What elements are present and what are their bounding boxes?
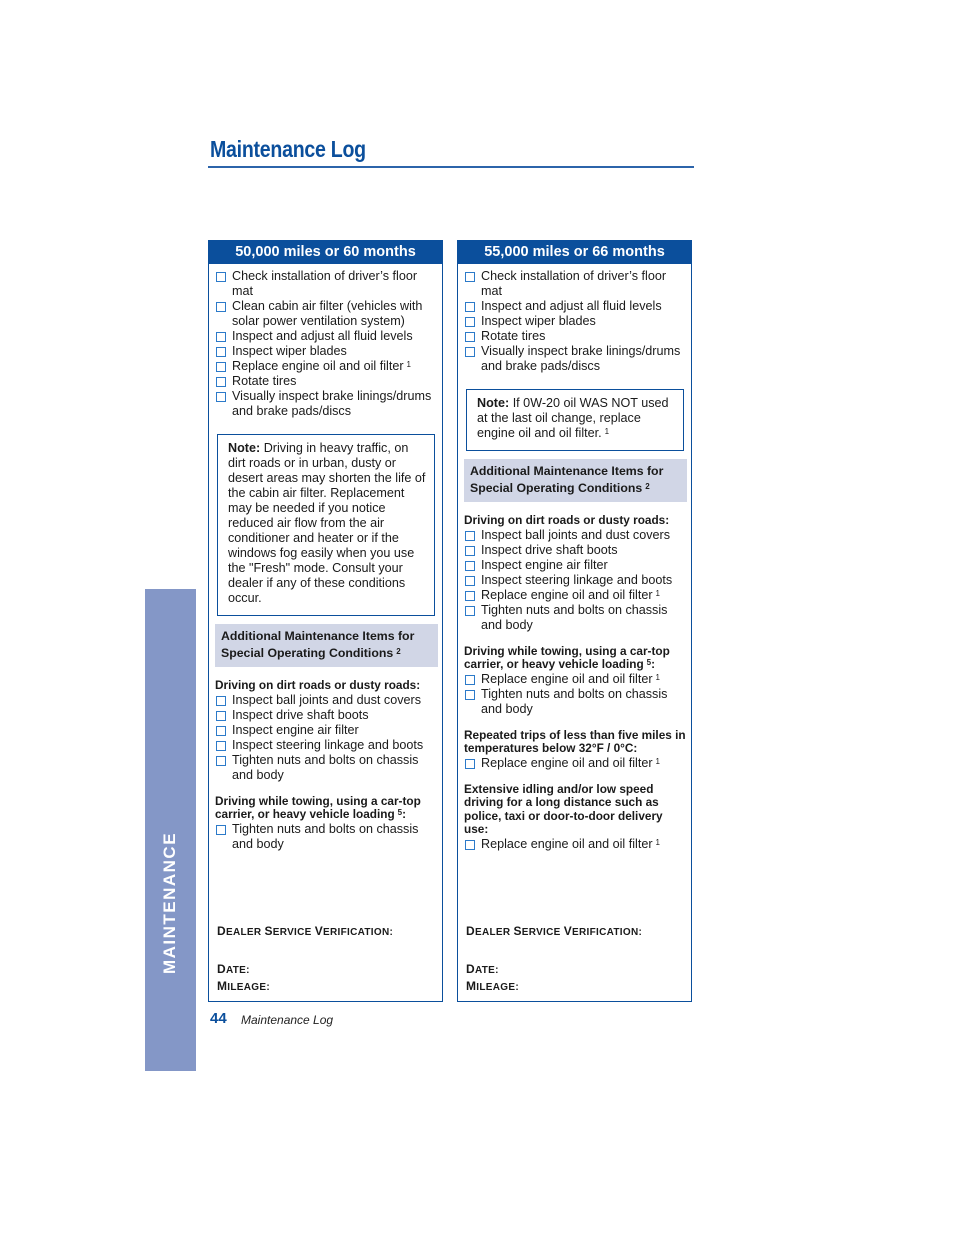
checklist-item-text: Inspect wiper blades bbox=[232, 344, 347, 358]
checklist-item-text: Tighten nuts and bolts on chassis and body bbox=[232, 752, 419, 782]
checklist-item bbox=[215, 822, 438, 852]
checkbox[interactable] bbox=[216, 332, 226, 342]
footnote-ref: 1 bbox=[655, 756, 660, 766]
checkbox[interactable] bbox=[465, 272, 475, 282]
note-text: Driving in heavy traffic, on dirt roads or in urban, dusty or desert areas may shorten the life of the cabin air filter. Replacement may be needed if you notice reduced air flow from the air conditioner and heater or if the windows fog easily when you use the "Fresh" mode. Consult your dealer if any of these conditions occur. bbox=[228, 441, 426, 605]
checklist-item-text: Inspect steering linkage and boots bbox=[481, 572, 673, 587]
checklist-item bbox=[464, 603, 687, 633]
checklist-item bbox=[464, 672, 687, 687]
note-label: Note: bbox=[477, 396, 510, 410]
special-conditions-heading bbox=[464, 459, 687, 502]
checklist-item bbox=[464, 528, 687, 543]
checklist-item bbox=[215, 359, 438, 374]
note-box bbox=[217, 434, 435, 616]
footnote-ref: 2 bbox=[396, 647, 401, 656]
checklist-item-text: Inspect and adjust all fluid levels bbox=[481, 299, 662, 313]
checkbox[interactable] bbox=[465, 759, 475, 769]
checklist-item bbox=[215, 753, 438, 783]
condition-heading-text: Driving on dirt roads or dusty roads: bbox=[215, 678, 421, 692]
checkbox[interactable] bbox=[465, 302, 475, 312]
checkbox[interactable] bbox=[216, 696, 226, 706]
checklist bbox=[464, 756, 687, 771]
checklist-item bbox=[215, 693, 438, 708]
checklist-item bbox=[464, 344, 687, 374]
footnote-ref: 5 bbox=[646, 658, 652, 667]
checklist-item-text: Replace engine oil and oil filter bbox=[481, 587, 653, 602]
checklist-item bbox=[464, 573, 687, 588]
date-label: DATE: bbox=[217, 962, 250, 976]
checkbox[interactable] bbox=[465, 317, 475, 327]
checkbox[interactable] bbox=[465, 675, 475, 685]
page-number: 44 bbox=[210, 1010, 227, 1027]
note-box bbox=[466, 389, 684, 451]
note-label: Note: bbox=[228, 441, 261, 455]
checklist bbox=[464, 672, 687, 717]
checklist-item bbox=[464, 588, 687, 603]
checklist-item-text: Replace engine oil and oil filter bbox=[481, 836, 653, 851]
footer-section-label: Maintenance Log bbox=[241, 1013, 334, 1027]
checkbox[interactable] bbox=[465, 840, 475, 850]
checklist-item-text: Check installation of driver’s floor mat bbox=[232, 269, 418, 298]
checklist-item-text: Replace engine oil and oil filter bbox=[232, 359, 404, 373]
checklist-item bbox=[215, 723, 438, 738]
heading-colon: : bbox=[651, 657, 656, 671]
checkbox[interactable] bbox=[216, 741, 226, 751]
checklist-item bbox=[215, 269, 438, 299]
dealer-verification-label: DEALER SERVICE VERIFICATION: bbox=[217, 924, 394, 938]
checkbox[interactable] bbox=[216, 392, 226, 402]
checklist-item bbox=[464, 269, 687, 299]
checkbox[interactable] bbox=[216, 825, 226, 835]
checkbox[interactable] bbox=[465, 546, 475, 556]
checklist-item bbox=[464, 837, 687, 852]
checklist-item bbox=[464, 299, 687, 314]
checklist-item bbox=[215, 299, 438, 329]
checkbox[interactable] bbox=[216, 711, 226, 721]
checklist-item-text: Inspect drive shaft boots bbox=[481, 542, 618, 557]
title-divider bbox=[208, 166, 694, 168]
checkbox[interactable] bbox=[216, 756, 226, 766]
checkbox[interactable] bbox=[465, 561, 475, 571]
checkbox[interactable] bbox=[465, 347, 475, 357]
condition-heading-text: Repeated trips of less than five miles in temperatures below 32°F / 0°C: bbox=[464, 727, 686, 755]
checklist-item-text: Tighten nuts and bolts on chassis and body bbox=[232, 821, 419, 851]
checklist bbox=[215, 822, 438, 852]
checklist-item-text: Visually inspect brake linings/drums and brake pads/discs bbox=[481, 344, 681, 373]
interval-header: 50,000 miles or 60 months bbox=[209, 241, 442, 264]
footnote-ref: 1 bbox=[604, 427, 610, 436]
checklist-item bbox=[464, 687, 687, 717]
checkbox[interactable] bbox=[465, 606, 475, 616]
condition-heading bbox=[215, 679, 438, 693]
condition-heading bbox=[464, 514, 687, 528]
condition-heading bbox=[464, 729, 687, 756]
checklist-item bbox=[215, 374, 438, 389]
checklist-item-text: Inspect ball joints and dust covers bbox=[232, 692, 422, 707]
checklist bbox=[215, 269, 438, 419]
checklist-item bbox=[215, 344, 438, 359]
checklist-item bbox=[464, 314, 687, 329]
checklist-item-text: Rotate tires bbox=[481, 329, 546, 343]
checklist-item bbox=[215, 329, 438, 344]
checkbox[interactable] bbox=[465, 690, 475, 700]
checklist-item bbox=[464, 329, 687, 344]
checklist bbox=[464, 837, 687, 852]
condition-heading-text: Driving while towing, using a car-top carrier, or heavy vehicle loading bbox=[464, 643, 670, 671]
note-text: If 0W-20 oil WAS NOT used at the last oil change, replace engine oil and oil filter. bbox=[477, 396, 669, 440]
checkbox[interactable] bbox=[216, 377, 226, 387]
checklist-item-text: Inspect drive shaft boots bbox=[232, 707, 369, 722]
footnote-ref: 1 bbox=[406, 360, 411, 369]
checklist-item bbox=[464, 543, 687, 558]
mileage-label: MILEAGE: bbox=[466, 979, 519, 993]
dealer-verification-label: DEALER SERVICE VERIFICATION: bbox=[466, 924, 643, 938]
heading-colon: : bbox=[402, 807, 407, 821]
checklist-item bbox=[215, 738, 438, 753]
checkbox[interactable] bbox=[216, 272, 226, 282]
condition-heading bbox=[215, 795, 438, 822]
checkbox[interactable] bbox=[216, 302, 226, 312]
checkbox[interactable] bbox=[465, 576, 475, 586]
interval-header: 55,000 miles or 66 months bbox=[458, 241, 691, 264]
checklist-item-text: Tighten nuts and bolts on chassis and body bbox=[481, 686, 668, 716]
checklist-item-text: Replace engine oil and oil filter bbox=[481, 671, 653, 686]
date-label: DATE: bbox=[466, 962, 499, 976]
mileage-label: MILEAGE: bbox=[217, 979, 270, 993]
checklist-item bbox=[464, 558, 687, 573]
checklist-item-text: Clean cabin air filter (vehicles with solar power ventilation system) bbox=[232, 299, 423, 328]
footnote-ref: 1 bbox=[655, 837, 660, 847]
checkbox[interactable] bbox=[465, 332, 475, 342]
condition-heading bbox=[464, 783, 687, 837]
checklist bbox=[464, 528, 687, 633]
checklist-item-text: Replace engine oil and oil filter bbox=[481, 755, 653, 770]
footnote-ref: 1 bbox=[655, 588, 660, 598]
checkbox[interactable] bbox=[216, 726, 226, 736]
checklist-item-text: Tighten nuts and bolts on chassis and body bbox=[481, 602, 668, 632]
checklist-item-text: Inspect wiper blades bbox=[481, 314, 596, 328]
page-title: Maintenance Log bbox=[210, 136, 366, 162]
checklist-item bbox=[215, 708, 438, 723]
special-conditions-title: Additional Maintenance Items for Special Operating Conditions bbox=[221, 629, 415, 660]
column-body bbox=[209, 264, 442, 852]
checklist-item-text: Inspect engine air filter bbox=[232, 722, 359, 737]
column-body bbox=[458, 264, 691, 852]
maintenance-column-50000 bbox=[208, 240, 443, 1002]
maintenance-column-55000 bbox=[457, 240, 692, 1002]
footnote-ref: 5 bbox=[397, 808, 403, 817]
checklist-item-text: Inspect ball joints and dust covers bbox=[481, 527, 671, 542]
side-tab-label: MAINTENANCE bbox=[160, 831, 179, 975]
checklist bbox=[464, 269, 687, 374]
checkbox[interactable] bbox=[465, 591, 475, 601]
checkbox[interactable] bbox=[216, 347, 226, 357]
checklist-item bbox=[464, 756, 687, 771]
checklist-item-text: Inspect steering linkage and boots bbox=[232, 737, 424, 752]
side-section-tab bbox=[145, 589, 196, 1071]
footnote-ref: 2 bbox=[645, 482, 650, 491]
checkbox[interactable] bbox=[216, 362, 226, 372]
condition-heading-text: Extensive idling and/or low speed driving for a long distance such as police, taxi or door-to-door delivery use: bbox=[464, 781, 663, 836]
special-conditions-heading bbox=[215, 624, 438, 667]
checklist-item-text: Check installation of driver’s floor mat bbox=[481, 269, 667, 298]
checkbox[interactable] bbox=[465, 531, 475, 541]
checklist-item-text: Visually inspect brake linings/drums and brake pads/discs bbox=[232, 389, 432, 418]
checklist-item-text: Rotate tires bbox=[232, 374, 297, 388]
condition-heading bbox=[464, 645, 687, 672]
checklist-item-text: Inspect engine air filter bbox=[481, 557, 608, 572]
condition-heading-text: Driving on dirt roads or dusty roads: bbox=[464, 513, 670, 527]
footnote-ref: 1 bbox=[655, 672, 660, 682]
checklist bbox=[215, 693, 438, 783]
condition-heading-text: Driving while towing, using a car-top carrier, or heavy vehicle loading bbox=[215, 793, 421, 821]
special-conditions-title: Additional Maintenance Items for Special Operating Conditions bbox=[470, 464, 664, 495]
checklist-item bbox=[215, 389, 438, 419]
checklist-item-text: Inspect and adjust all fluid levels bbox=[232, 329, 413, 343]
